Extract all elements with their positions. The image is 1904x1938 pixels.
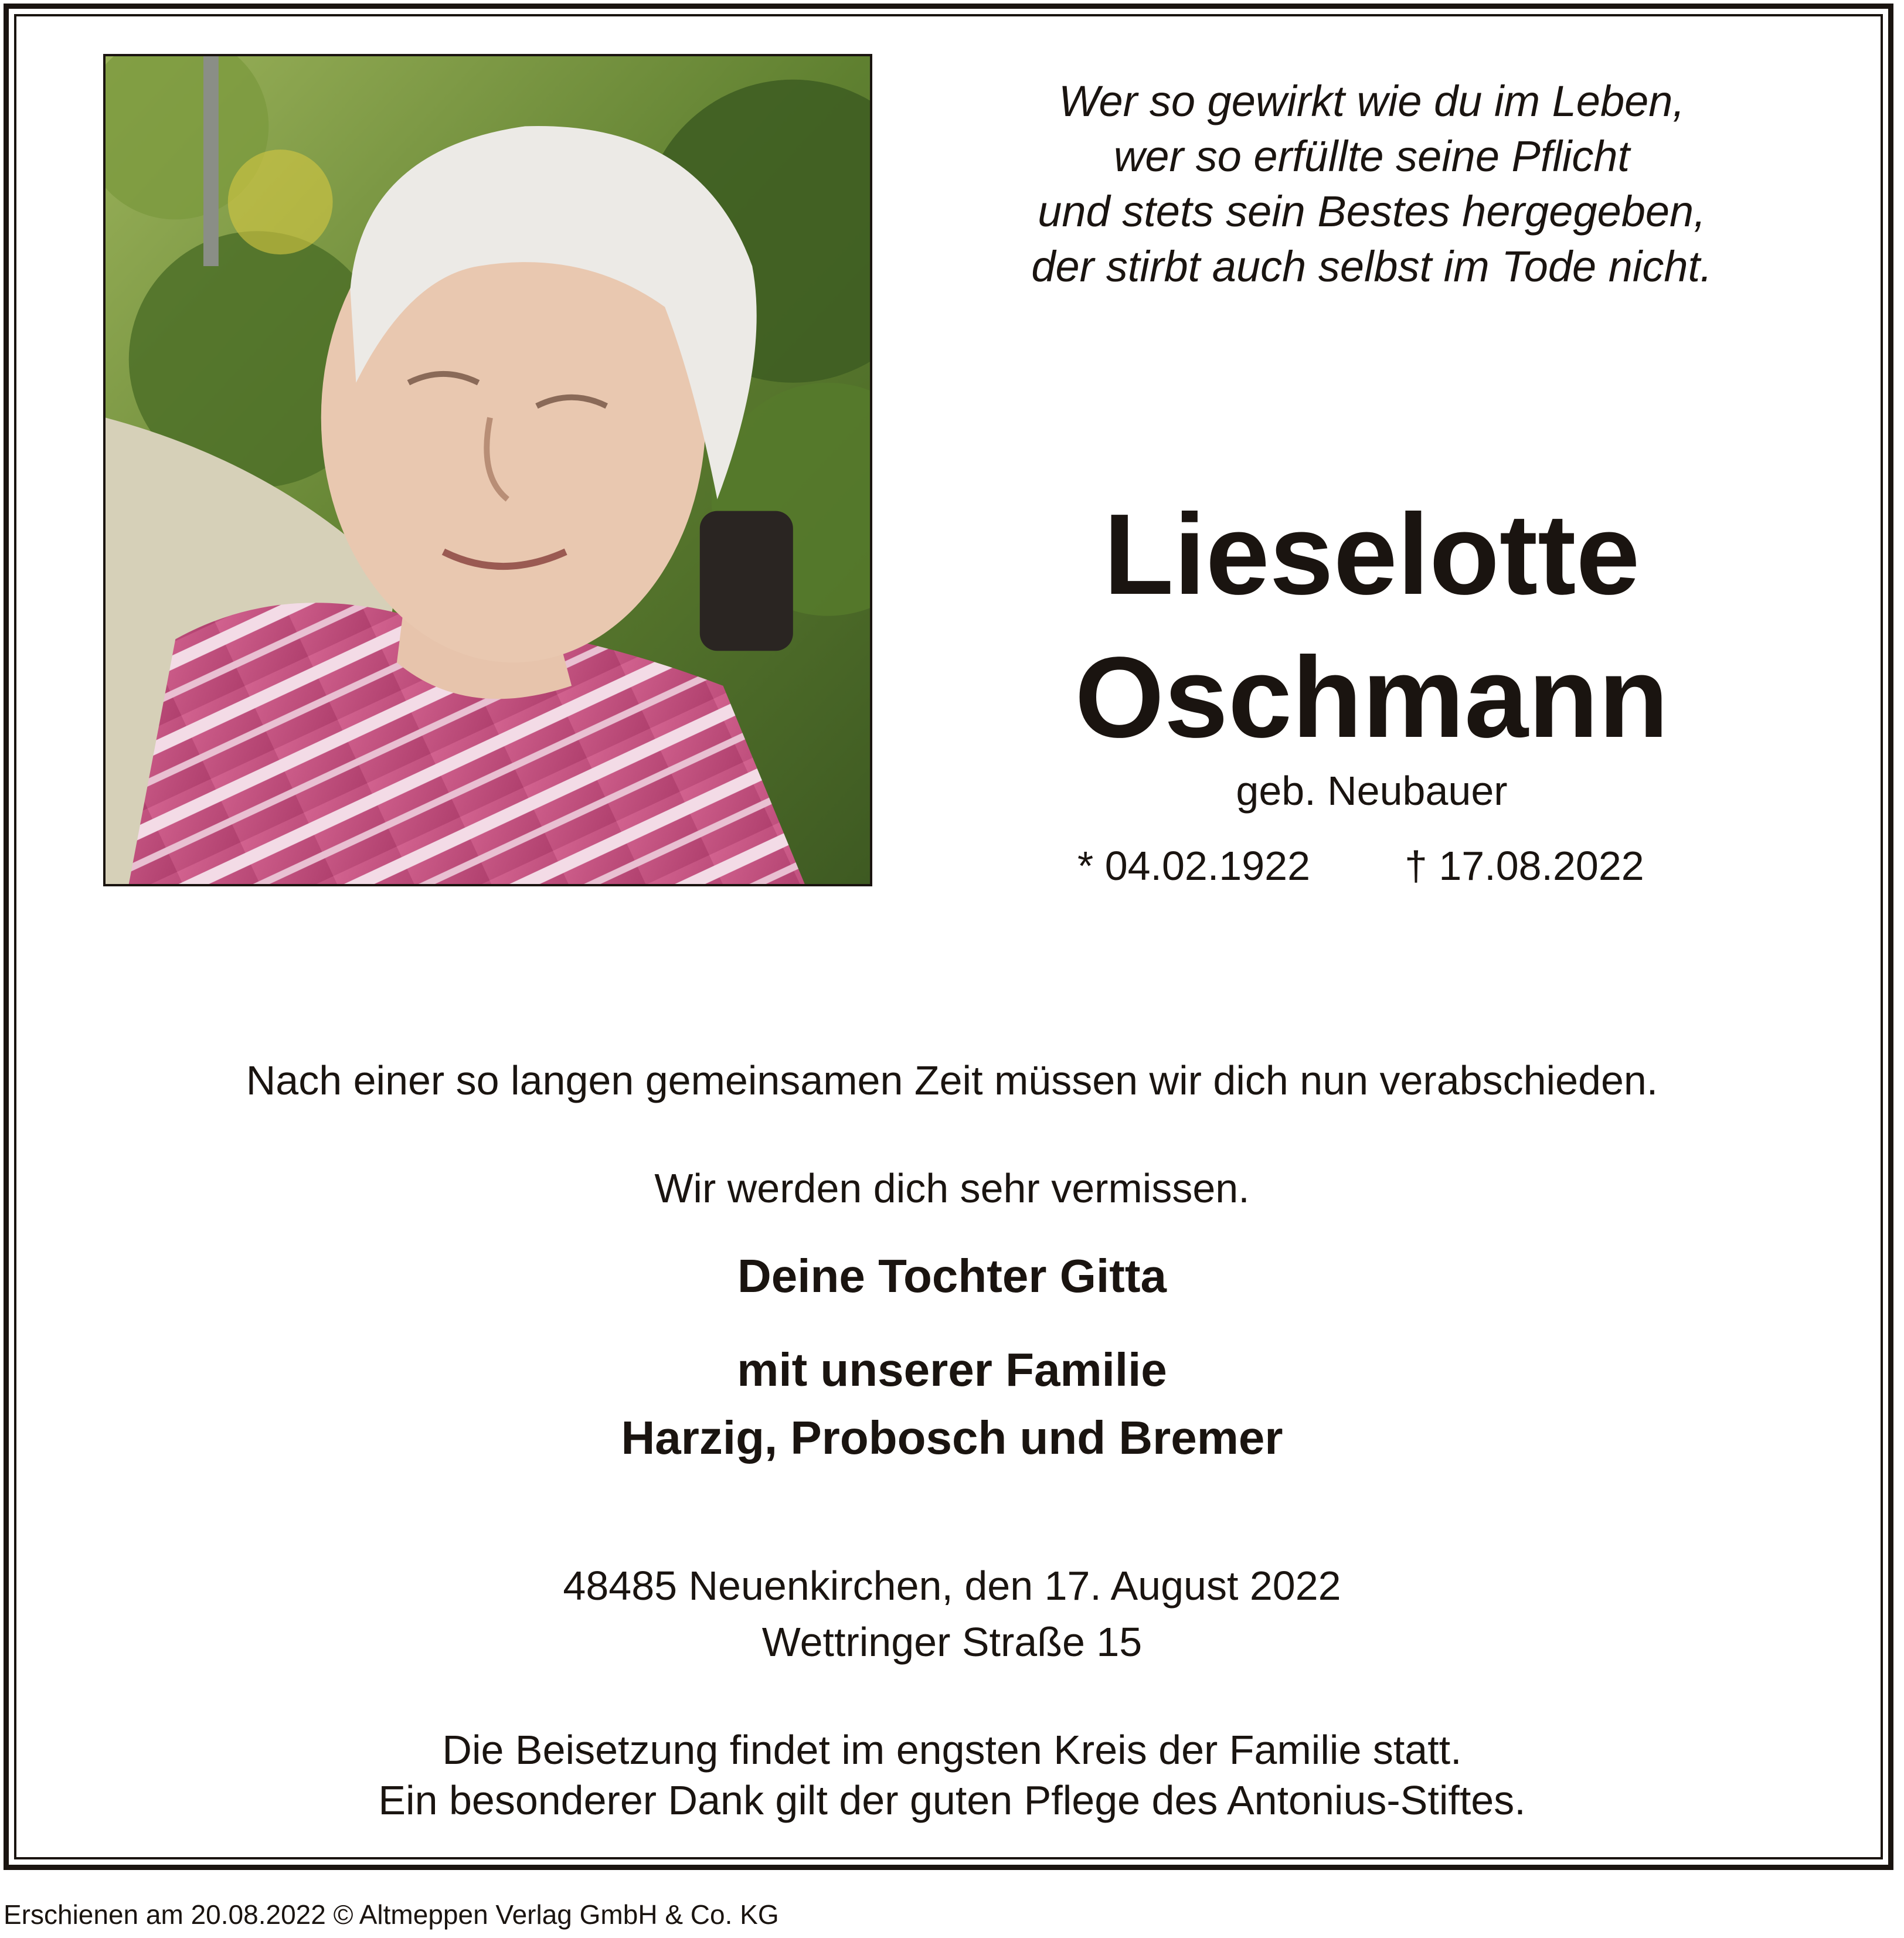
poem-line: der stirbt auch selbst im Tode nicht. [1031,242,1712,291]
place-date: 48485 Neuenkirchen, den 17. August 2022 [563,1563,1341,1609]
poem [926,74,1817,294]
birth-name: geb. Neubauer [1236,768,1508,814]
miss-text: Wir werden dich sehr vermissen. [654,1165,1250,1211]
death-date: † 17.08.2022 [1405,843,1644,889]
last-name: Oschmann [1075,633,1669,761]
publication-footer: Erschienen am 20.08.2022 © Altmeppen Verlag GmbH & Co. KG [4,1899,779,1930]
signatory-family: mit unserer Familie [737,1344,1167,1396]
portrait-illustration [106,56,870,884]
portrait-photo [103,54,872,886]
poem-line: und stets sein Bestes hergegeben, [1038,187,1706,236]
poem-line: wer so erfüllte seine Pflicht [1113,132,1630,181]
thanks-note: Ein besonderer Dank gilt der guten Pflege des Antonius-Stiftes. [378,1777,1526,1823]
street-address: Wettringer Straße 15 [761,1619,1143,1665]
signatory-daughter: Deine Tochter Gitta [737,1250,1167,1302]
burial-note: Die Beisetzung findet im engsten Kreis der Familie statt. [442,1727,1462,1773]
birth-date: * 04.02.1922 [1077,843,1311,889]
first-name: Lieselotte [1103,490,1640,618]
farewell-text: Nach einer so langen gemeinsamen Zeit müssen wir dich nun verabschieden. [246,1058,1658,1103]
poem-line: Wer so gewirkt wie du im Leben, [1059,77,1685,125]
signatory-names: Harzig, Probosch und Bremer [621,1412,1283,1464]
